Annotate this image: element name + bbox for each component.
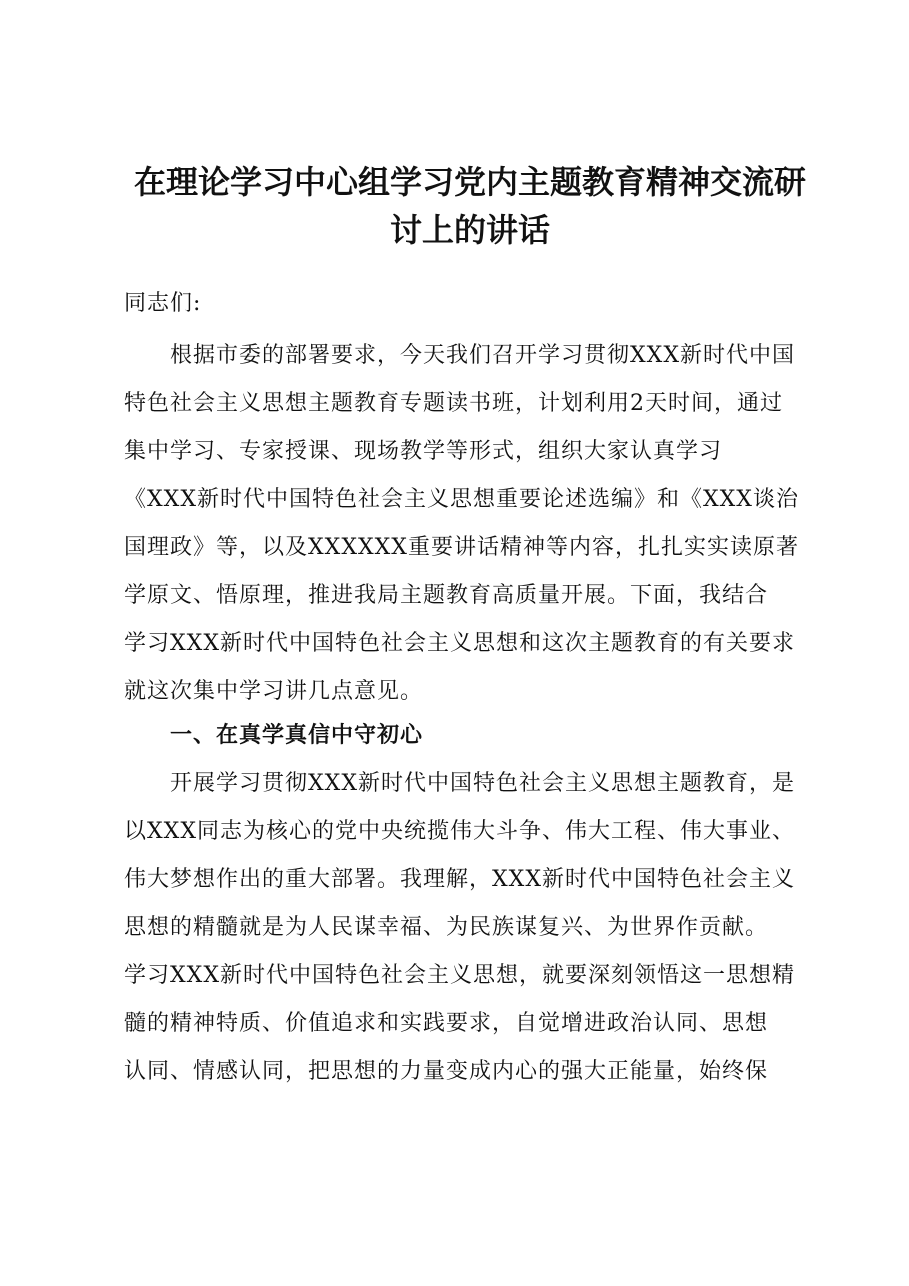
- paragraph-2-line-2: 以XXX同志为核心的党中央统揽伟大斗争、伟大工程、伟大事业、: [124, 819, 795, 844]
- paragraph-1-line-8: 就这次集中学习讲几点意见。: [124, 679, 424, 704]
- paragraph-2-line-3: 伟大梦想作出的重大部署。我理解，XXX新时代中国特色社会主义: [124, 867, 795, 892]
- paragraph-2-line-1: 开展学习贯彻XXX新时代中国特色社会主义思想主题教育，是: [124, 771, 795, 796]
- document-title-line-1: 在理论学习中心组学习党内主题教育精神交流研: [133, 163, 806, 201]
- paragraph-1-line-2: 特色社会主义思想主题教育专题读书班，计划利用2天时间，通过: [124, 391, 783, 416]
- paragraph-2-line-7: 认同、情感认同，把思想的力量变成内心的强大正能量，始终保: [124, 1059, 769, 1084]
- paragraph-2-line-5: 学习XXX新时代中国特色社会主义思想，就要深刻领悟这一思想精: [124, 963, 795, 988]
- paragraph-1-line-5: 国理政》等，以及XXXXXX重要讲话精神等内容，扎扎实实读原著: [124, 535, 799, 560]
- paragraph-2-line-4: 思想的精髓就是为人民谋幸福、为民族谋复兴、为世界作贡献。: [124, 915, 769, 940]
- paragraph-1-line-4: 《XXX新时代中国特色社会主义思想重要论述选编》和《XXX谈治: [124, 487, 799, 512]
- paragraph-1-line-1: 根据市委的部署要求，今天我们召开学习贯彻XXX新时代中国: [124, 343, 795, 368]
- section-heading-1: 一、在真学真信中守初心: [124, 723, 424, 748]
- paragraph-1-line-7: 学习XXX新时代中国特色社会主义思想和这次主题教育的有关要求: [124, 631, 795, 656]
- paragraph-2-line-6: 髓的精神特质、价值追求和实践要求，自觉增进政治认同、思想: [124, 1011, 769, 1036]
- salutation: 同志们:: [124, 291, 202, 316]
- document-title-line-2: 讨上的讲话: [389, 211, 550, 249]
- paragraph-1-line-3: 集中学习、专家授课、现场教学等形式，组织大家认真学习: [124, 439, 723, 464]
- paragraph-1-line-6: 学原文、悟原理，推进我局主题教育高质量开展。下面，我结合: [124, 583, 769, 608]
